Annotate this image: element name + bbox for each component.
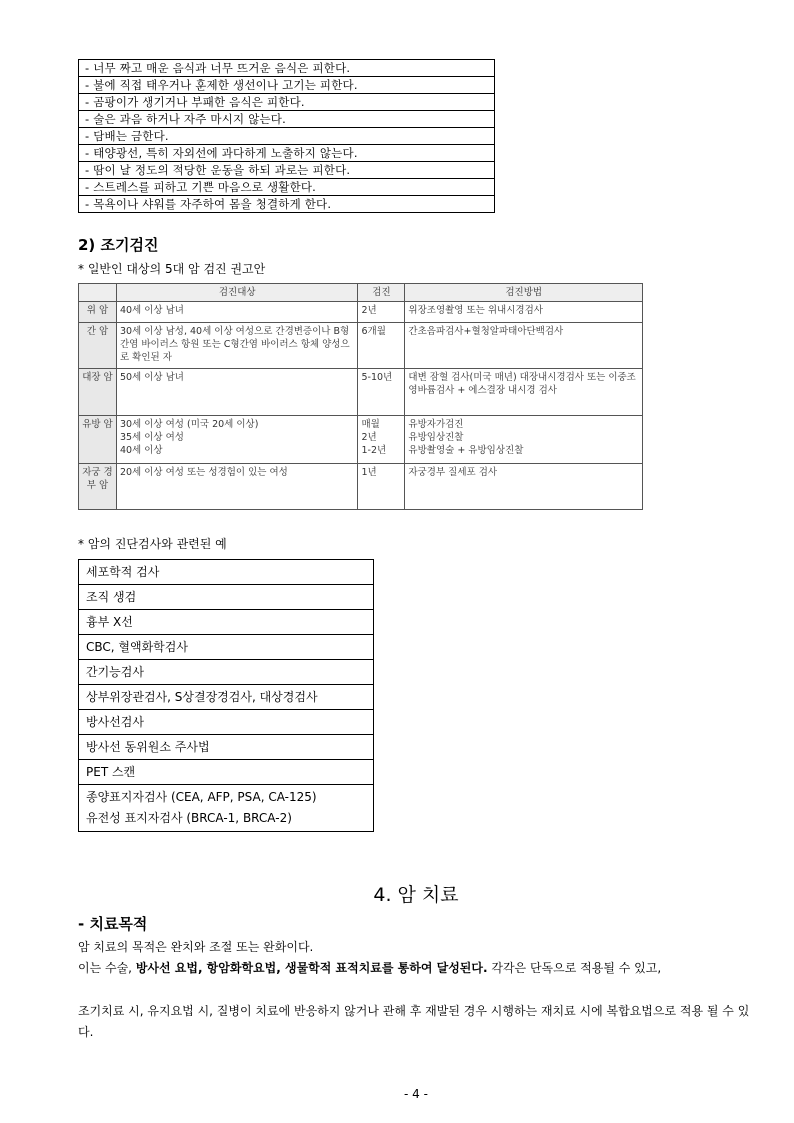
screening-interval: 2년 (358, 302, 405, 323)
cancer-type: 자궁 경부 암 (79, 464, 117, 510)
diagnosis-test: 흉부 X선 (79, 610, 374, 635)
screening-method: 대변 잠혈 검사(미국 매년) 대장내시경검사 또는 이중조영바륨검사 + 에스결장 내시경 검사 (405, 369, 643, 416)
screening-target: 50세 이상 남녀 (116, 369, 358, 416)
cancer-type: 유방 암 (79, 416, 117, 464)
prevention-item: - 목욕이나 샤워를 자주하여 몸을 청결하게 한다. (79, 196, 495, 213)
cancer-type: 간 암 (79, 323, 117, 369)
paragraph: 암 치료의 목적은 완치와 조절 또는 완화이다. (78, 940, 314, 954)
section-heading: 2) 조기검진 (78, 236, 159, 254)
diagnosis-test: CBC, 혈액화학검사 (79, 635, 374, 660)
diagnosis-test-markers (79, 785, 374, 832)
screening-method: 간초음파검사+혈청알파태아단백검사 (405, 323, 643, 369)
screening-method: 위장조영촬영 또는 위내시경검사 (405, 302, 643, 323)
paragraph (78, 958, 758, 979)
header-interval: 검진 (358, 284, 405, 302)
screening-target: 40세 이상 남녀 (116, 302, 358, 323)
diagnosis-test: 방사선 동위원소 주사법 (79, 735, 374, 760)
marker-test-line: 유전성 표지자검사 (BRCA-1, BRCA-2) (86, 811, 292, 825)
diagnosis-note: * 암의 진단검사와 관련된 예 (78, 537, 227, 551)
diagnosis-test: PET 스캔 (79, 760, 374, 785)
purpose-heading: - 치료목적 (78, 915, 148, 933)
diagnosis-tests-table (78, 559, 374, 832)
screening-table (78, 283, 643, 510)
screening-method: 유방자가검진 유방임상진찰 유방촬영술 + 유방임상진찰 (405, 416, 643, 464)
prevention-list-table (78, 59, 495, 213)
prevention-item: - 곰팡이가 생기거나 부패한 음식은 피한다. (79, 94, 495, 111)
prevention-item: - 땀이 날 정도의 적당한 운동을 하되 과로는 피한다. (79, 162, 495, 179)
screening-interval: 1년 (358, 464, 405, 510)
diagnosis-test: 상부위장관검사, S상결장경검사, 대상경검사 (79, 685, 374, 710)
page-number: - 4 - (404, 1087, 428, 1101)
chapter-title: 4. 암 치료 (373, 884, 459, 906)
screening-interval: 5-10년 (358, 369, 405, 416)
screening-target: 20세 이상 여성 또는 성경험이 있는 여성 (116, 464, 358, 510)
screening-method: 자궁경부 질세포 검사 (405, 464, 643, 510)
prevention-item: - 스트레스를 피하고 기쁜 마음으로 생활한다. (79, 179, 495, 196)
cancer-type: 대장 암 (79, 369, 117, 416)
paragraph-bold-text: 방사선 요법, 항암화학요법, 생물학적 표적치료를 통하여 달성된다. (135, 961, 488, 975)
header-method: 검진방법 (405, 284, 643, 302)
screening-note: * 일반인 대상의 5대 암 검진 권고안 (78, 262, 266, 276)
screening-interval: 매월 2년 1-2년 (358, 416, 405, 464)
paragraph-text: 이는 수술, (78, 961, 136, 975)
prevention-item: - 담배는 금한다. (79, 128, 495, 145)
screening-interval: 6개월 (358, 323, 405, 369)
paragraph-text: 각각은 단독으로 적용될 수 있고, (487, 961, 662, 975)
diagnosis-test: 세포학적 검사 (79, 560, 374, 585)
marker-test-line: 종양표지자검사 (CEA, AFP, PSA, CA-125) (86, 790, 317, 804)
paragraph: 조기치료 시, 유지요법 시, 질병이 치료에 반응하지 않거나 관해 후 재발된 경우 시행하는 재치료 시에 복합요법으로 적용 될 수 있다. (78, 1004, 750, 1039)
prevention-item: - 태양광선, 특히 자외선에 과다하게 노출하지 않는다. (79, 145, 495, 162)
prevention-item: - 너무 짜고 매운 음식과 너무 뜨거운 음식은 피한다. (79, 60, 495, 77)
diagnosis-test: 간기능검사 (79, 660, 374, 685)
cancer-type: 위 암 (79, 302, 117, 323)
screening-target: 30세 이상 남성, 40세 이상 여성으로 간경변증이나 B형간염 바이러스 항원 또는 C형간염 바이러스 항체 양성으로 확인된 자 (116, 323, 358, 369)
header-cell-empty (79, 284, 117, 302)
diagnosis-test: 조직 생검 (79, 585, 374, 610)
prevention-item: - 불에 직접 태우거나 훈제한 생선이나 고기는 피한다. (79, 77, 495, 94)
diagnosis-test: 방사선검사 (79, 710, 374, 735)
screening-target: 30세 이상 여성 (미국 20세 이상) 35세 이상 여성 40세 이상 (116, 416, 358, 464)
header-target: 검진대상 (116, 284, 358, 302)
prevention-item: - 술은 과음 하거나 자주 마시지 않는다. (79, 111, 495, 128)
